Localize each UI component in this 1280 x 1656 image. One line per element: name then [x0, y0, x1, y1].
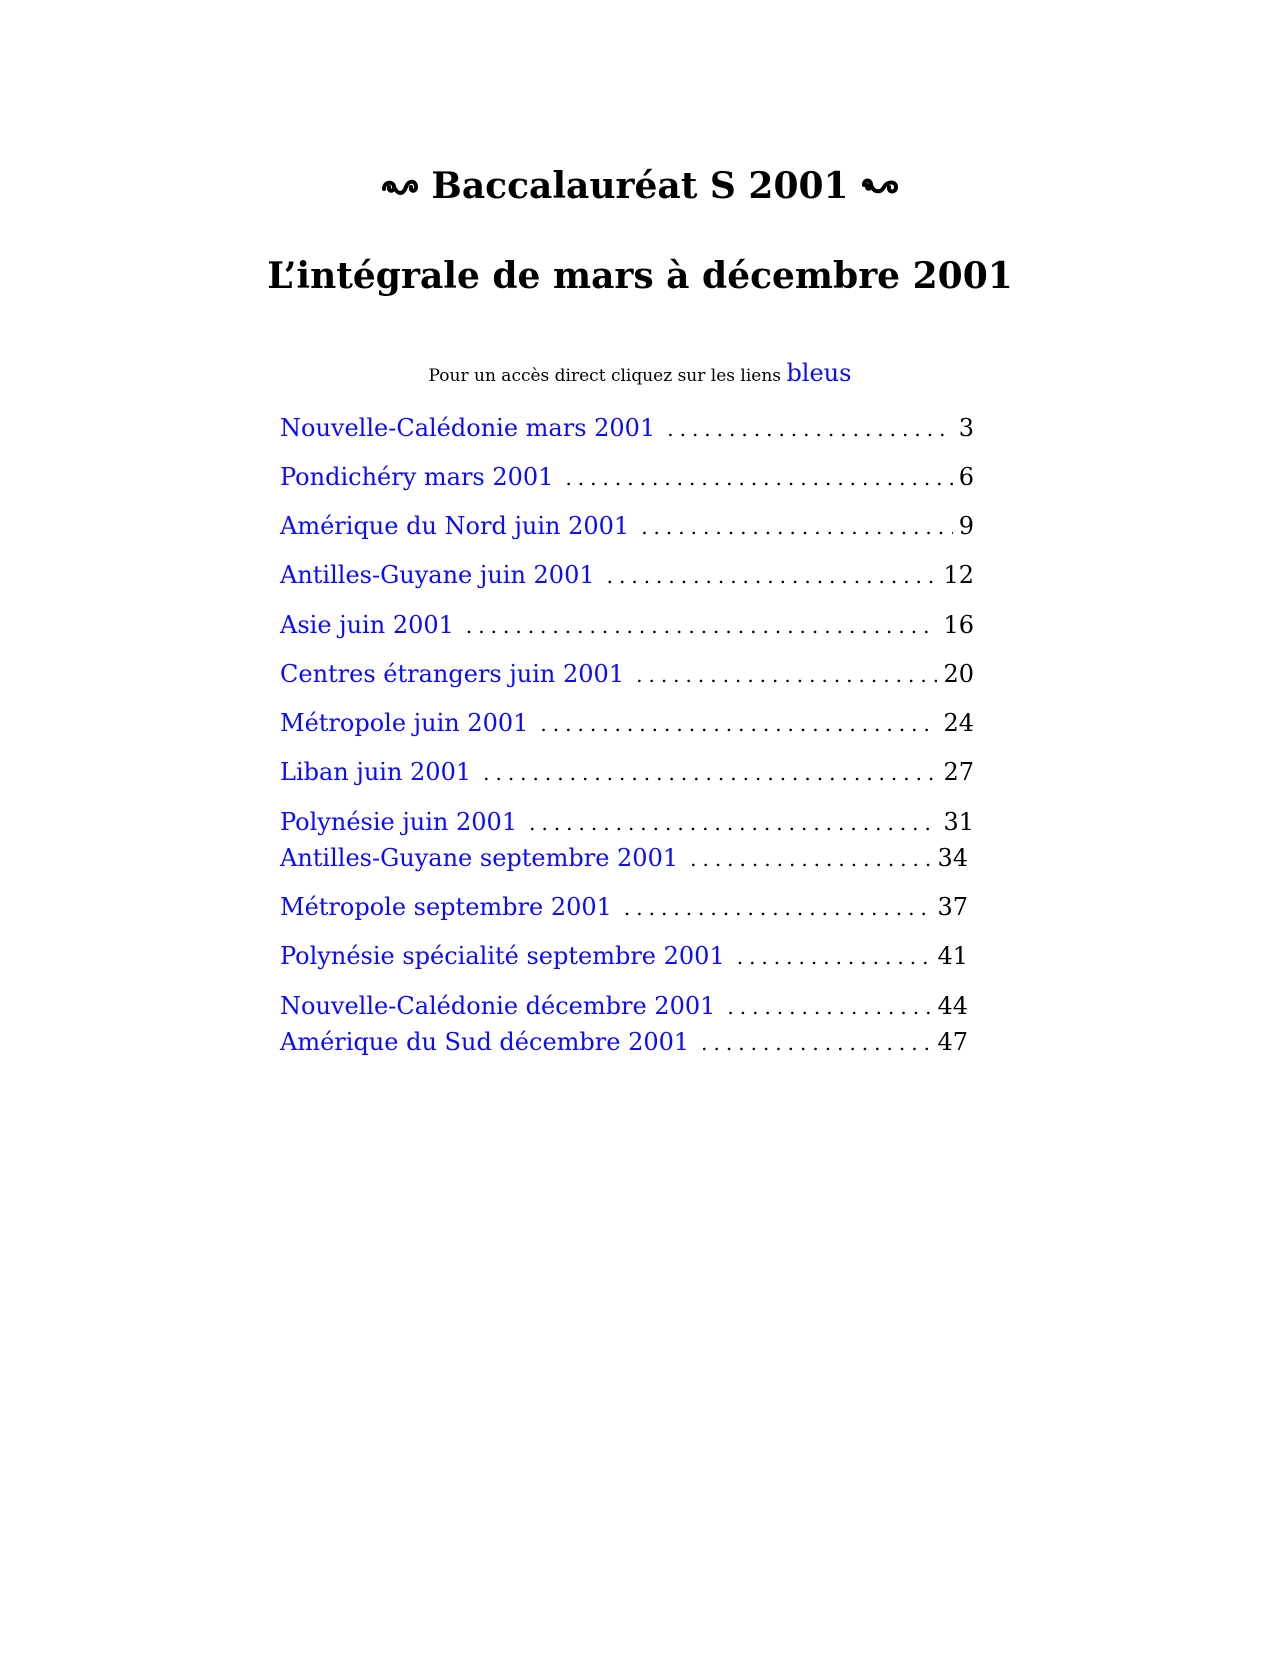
- toc-page-number: 16: [943, 611, 974, 639]
- toc-page-number: 44: [937, 992, 968, 1020]
- toc-row: [280, 559, 974, 591]
- toc-leader-dots: [641, 511, 953, 543]
- toc-link[interactable]: Amérique du Nord juin 2001: [280, 512, 630, 540]
- toc-link[interactable]: Liban juin 2001: [280, 758, 472, 786]
- toc-leader-dots: [737, 941, 932, 973]
- toc-page-number: 12: [943, 561, 974, 589]
- toc-row: [280, 461, 974, 493]
- toc-link[interactable]: Centres étrangers juin 2001: [280, 660, 625, 688]
- toc-leader-dots: [565, 462, 952, 494]
- toc-page-number: 20: [943, 660, 974, 688]
- toc-link[interactable]: Pondichéry mars 2001: [280, 463, 554, 491]
- toc-page-number: 37: [937, 893, 968, 921]
- intro-line: [0, 358, 1280, 391]
- right-ornament-icon: [861, 175, 899, 197]
- toc-row: [280, 940, 968, 972]
- toc-link[interactable]: Antilles-Guyane juin 2001: [280, 561, 595, 589]
- toc-leader-dots: [466, 610, 938, 642]
- toc-link[interactable]: Nouvelle-Calédonie décembre 2001: [280, 992, 716, 1020]
- intro-text: Pour un accès direct cliquez sur les liens: [428, 366, 782, 386]
- toc-row: [280, 1026, 968, 1058]
- toc-row: [280, 806, 974, 838]
- toc-page-number: 6: [958, 463, 974, 491]
- toc-link[interactable]: Asie juin 2001: [280, 611, 454, 639]
- toc-leader-dots: [540, 708, 937, 740]
- toc-row: [280, 658, 974, 690]
- toc-page-number: 24: [943, 709, 974, 737]
- toc-link[interactable]: Nouvelle-Calédonie mars 2001: [280, 414, 656, 442]
- toc-leader-dots: [529, 807, 937, 839]
- toc-page-number: 9: [958, 512, 974, 540]
- toc-leader-dots: [483, 757, 937, 789]
- toc-row: [280, 842, 968, 874]
- toc-row: [280, 891, 968, 923]
- toc-row: [280, 609, 974, 641]
- toc-link[interactable]: Métropole juin 2001: [280, 709, 529, 737]
- toc-row: [280, 707, 974, 739]
- toc-link[interactable]: Antilles-Guyane septembre 2001: [280, 844, 679, 872]
- toc-row: [280, 510, 974, 542]
- toc-page-number: 34: [937, 844, 968, 872]
- subtitle: L’intégrale de mars à décembre 2001: [267, 255, 1013, 297]
- toc-page-number: 3: [958, 414, 974, 442]
- left-ornament-icon: [381, 175, 419, 197]
- toc-page-number: 27: [943, 758, 974, 786]
- toc-leader-dots: [701, 1027, 931, 1059]
- page-title: [0, 162, 1280, 210]
- toc-leader-dots: [727, 991, 931, 1023]
- bleus-link: bleus: [786, 359, 852, 387]
- toc-leader-dots: [624, 892, 932, 924]
- toc-leader-dots: [690, 843, 931, 875]
- toc-row: [280, 756, 974, 788]
- toc-page-number: 47: [937, 1028, 968, 1056]
- toc-link[interactable]: Polynésie juin 2001: [280, 808, 518, 836]
- toc-link[interactable]: Polynésie spécialité septembre 2001: [280, 942, 725, 970]
- toc-page-number: 41: [937, 942, 968, 970]
- toc-link[interactable]: Métropole septembre 2001: [280, 893, 612, 921]
- toc-row: [280, 990, 968, 1022]
- toc-page-number: 31: [943, 808, 974, 836]
- toc-leader-dots: [636, 659, 937, 691]
- toc-row: [280, 412, 974, 444]
- toc-link[interactable]: Amérique du Sud décembre 2001: [280, 1028, 690, 1056]
- toc-leader-dots: [667, 413, 952, 445]
- title-text: Baccalauréat S 2001: [431, 165, 849, 207]
- toc-leader-dots: [607, 560, 938, 592]
